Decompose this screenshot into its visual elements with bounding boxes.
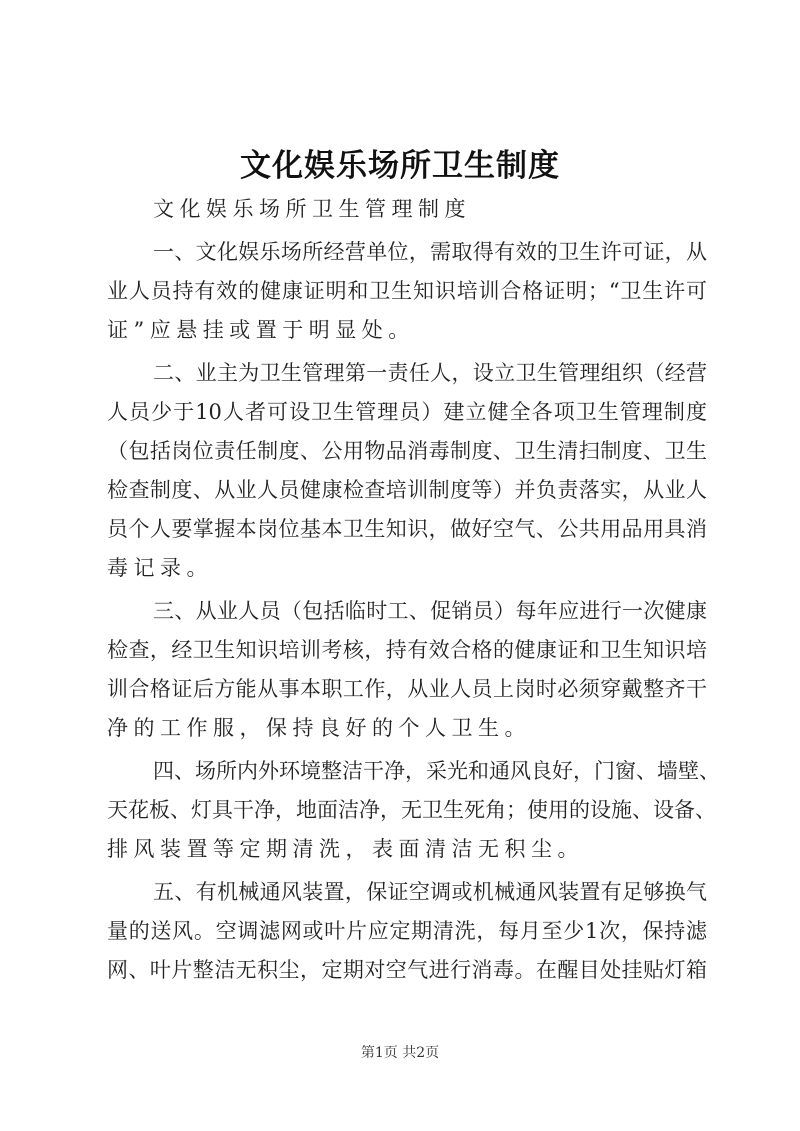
paragraph-line: 二、业主为卫生管理第一责任人，设立卫生管理组织（经营 xyxy=(153,361,707,385)
paragraph-line: 毒记录。 xyxy=(107,556,213,580)
paragraph-line: 证”应悬挂或置于明显处。 xyxy=(107,318,415,342)
paragraph xyxy=(107,354,707,588)
paragraph-line: 三、从业人员（包括临时工、促销员）每年应进行一次健康 xyxy=(153,599,707,623)
paragraph-line: 天花板、灯具干净，地面洁净，无卫生死角；使用的设施、设备、 xyxy=(107,798,716,822)
paragraph-line: 网、叶片整洁无积尘，定期对空气进行消毒。在醒目处挂贴灯箱 xyxy=(107,958,707,982)
paragraph-line: 一、文化娱乐场所经营单位，需取得有效的卫生许可证，从 xyxy=(153,240,707,264)
paragraph-line: 排风装置等定期清洗，表面清洁无积尘。 xyxy=(107,837,584,861)
paragraph-line: 员个人要掌握本岗位基本卫生知识，做好空气、公共用品用具消 xyxy=(107,517,707,541)
paragraph-line: 业人员持有效的健康证明和卫生知识培训合格证明；“卫生许可 xyxy=(107,279,707,303)
paragraph-line: 五、有机械通风装置，保证空调或机械通风装置有足够换气 xyxy=(153,880,707,904)
paragraph-line: （包括岗位责任制度、公用物品消毒制度、卫生清扫制度、卫生 xyxy=(107,439,707,463)
paragraph-line: 净的工作服，保持良好的个人卫生。 xyxy=(107,716,531,740)
paragraph-line: 四、场所内外环境整洁干净，采光和通风良好，门窗、墙壁、 xyxy=(153,759,720,783)
paragraph xyxy=(107,752,720,869)
document-title: 文化娱乐场所卫生制度 xyxy=(240,148,560,184)
paragraph xyxy=(107,233,707,350)
paragraph-line: 训合格证后方能从事本职工作，从业人员上岗时必须穿戴整齐干 xyxy=(107,677,707,701)
document-body xyxy=(107,190,720,994)
paragraph-line: 人员少于10人者可设卫生管理员）建立健全各项卫生管理制度 xyxy=(107,400,707,424)
paragraph-line: 检查制度、从业人员健康检查培训制度等）并负责落实，从业人 xyxy=(107,478,707,502)
paragraph-line: 检查，经卫生知识培训考核，持有效合格的健康证和卫生知识培 xyxy=(107,638,707,662)
paragraph xyxy=(107,873,707,990)
page-footer: 第1页 共2页 xyxy=(360,1045,440,1061)
paragraph xyxy=(107,592,707,748)
document-subtitle: 文化娱乐场所卫生管理制度 xyxy=(153,197,471,221)
paragraph-line: 量的送风。空调滤网或叶片应定期清洗，每月至少1次，保持滤 xyxy=(107,919,707,943)
